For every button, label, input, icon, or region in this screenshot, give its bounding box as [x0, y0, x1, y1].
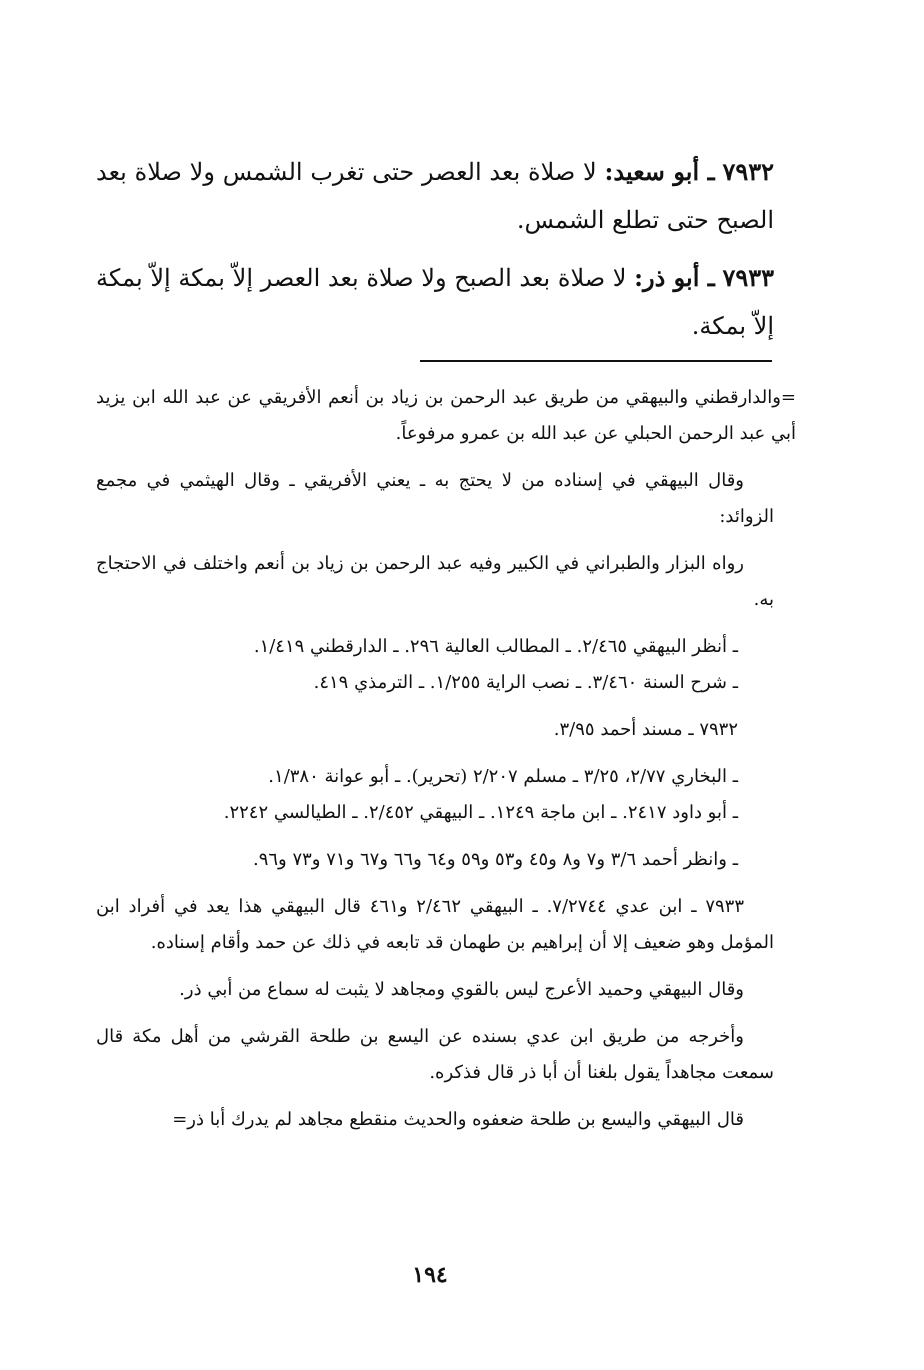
footnote-reference-line: ٧٩٣٢ ـ مسند أحمد ٣/٩٥.	[553, 719, 738, 740]
hadith-narrator: ـ أبو ذر:	[634, 263, 715, 292]
footnote-reference-line: ـ أبو داود ٢٤١٧. ـ ابن ماجة ١٢٤٩. ـ البيهقي ٢/٤٥٢. ـ الطيالسي ٢٢٤٢.	[223, 802, 738, 823]
hadith-narrator: ـ أبو سعيد:	[604, 157, 715, 186]
hadith-entry-7932	[96, 148, 774, 244]
footnote-paragraph: وقال البيهقي في إسناده من لا يحتج به ـ يعني الأفريقي ـ وقال الهيثمي في مجمع الزوائد:	[96, 470, 774, 527]
footnote-reference-line: ـ شرح السنة ٣/٤٦٠. ـ نصب الراية ١/٢٥٥. ـ الترمذي ٤١٩.	[313, 672, 738, 693]
hadith-entries	[96, 148, 774, 360]
hadith-number: ٧٩٣٢	[722, 157, 774, 186]
footnotes	[96, 380, 796, 1149]
hadith-entry-7933	[96, 254, 774, 350]
footnote-paragraph: وأخرجه من طريق ابن عدي بسنده عن اليسع بن طلحة القرشي من أهل مكة قال سمعت مجاهداً يقول بلغنا أن أبا ذر قال فذكره.	[96, 1026, 774, 1083]
footnote-divider	[420, 360, 772, 362]
hadith-text: لا صلاة بعد العصر حتى تغرب الشمس ولا صلاة بعد الصبح حتى تطلع الشمس.	[96, 158, 774, 234]
footnote-paragraph: وقال البيهقي وحميد الأعرج ليس بالقوي ومجاهد لا يثبت له سماع من أبي ذر.	[179, 979, 744, 1000]
footnote-paragraph: ٧٩٣٣ ـ ابن عدي ٧/٢٧٤٤. ـ البيهقي ٢/٤٦٢ و٤٦١ قال البيهقي هذا يعد في أفراد ابن المؤمل وهو ضعيف إلا أن إبراهيم بن طهمان قد تابعه في ذلك عن حمد وأقام إسناده.	[96, 896, 774, 953]
hadith-number: ٧٩٣٣	[722, 263, 775, 292]
page-number: ١٩٤	[412, 1262, 448, 1288]
footnote-reference-line: ـ أنظر البيهقي ٢/٤٦٥. ـ المطالب العالية ٢٩٦. ـ الدارقطني ١/٤١٩.	[253, 636, 738, 657]
footnote-reference-line: ـ البخاري ٢/٧٧، ٣/٢٥ ـ مسلم ٢/٢٠٧ (تحرير). ـ أبو عوانة ١/٣٨٠.	[268, 766, 738, 787]
footnote-reference-line: ـ وانظر أحمد ٣/٦ و٧ و٨ و٤٥ و٥٣ و٥٩ و٦٤ و٦٦ و٦٧ و٧١ و٧٣ و٩٦.	[252, 849, 738, 870]
hadith-text: لا صلاة بعد الصبح ولا صلاة بعد العصر إلاّ بمكة إلاّ بمكة إلاّ بمكة.	[96, 264, 774, 340]
footnote-paragraph: =والدارقطني والبيهقي من طريق عبد الرحمن بن زياد بن أنعم الأفريقي عن عبد الله ابن يزيد أبي عبد الرحمن الحبلي عن عبد الله بن عمرو مرفوعاً.	[96, 387, 796, 444]
footnote-paragraph: قال البيهقي واليسع بن طلحة ضعفوه والحديث منقطع مجاهد لم يدرك أبا ذر=	[172, 1109, 744, 1130]
footnote-paragraph: رواه البزار والطبراني في الكبير وفيه عبد الرحمن بن زياد بن أنعم واختلف في الاحتجاج به.	[96, 553, 774, 610]
